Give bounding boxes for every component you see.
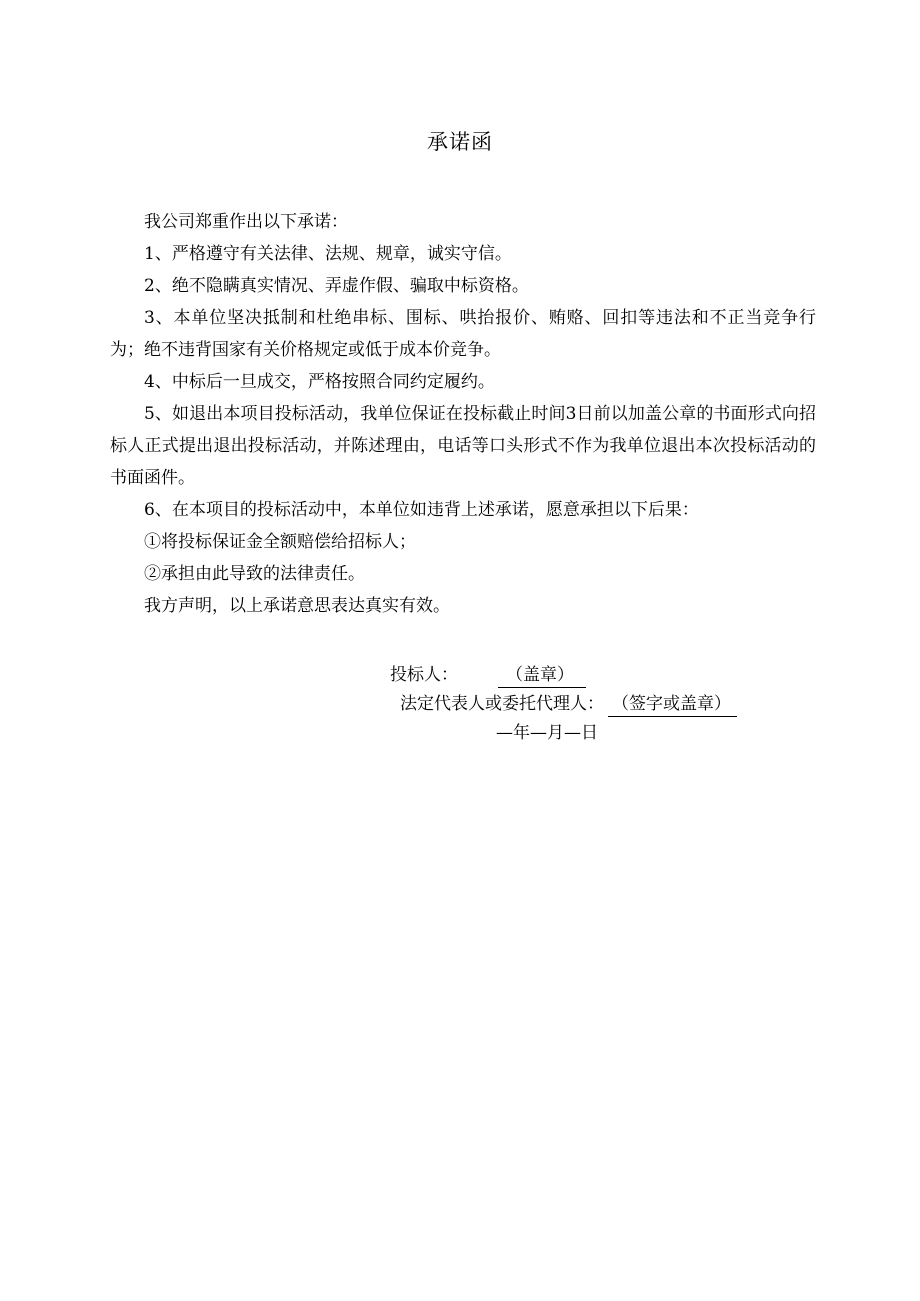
bidder-line [390,660,586,690]
declaration: 我方声明，以上承诺意思表达真实有效。 [144,596,450,616]
paragraph-2: 2、绝不隐瞒真实情况、弄虚作假、骗取中标资格。 [144,276,529,296]
bidder-seal-field: （盖章） [498,663,586,688]
bidder-label: 投标人： [390,665,458,685]
document-title: 承诺函 [427,130,493,154]
consequence-2: ②承担由此导致的法律责任。 [144,564,365,584]
representative-sign-field: （签字或盖章） [608,692,737,717]
paragraph-4: 4、中标后一旦成交，严格按照合同约定履约。 [144,372,495,392]
paragraph-1: 1、严格遵守有关法律、法规、规章，诚实守信。 [144,244,512,264]
representative-line [400,689,737,719]
paragraph-6: 6、在本项目的投标活动中，本单位如违背上述承诺，愿意承担以下后果： [144,500,699,520]
representative-label: 法定代表人或委托代理人： [400,694,604,714]
paragraph-3: 3、本单位坚决抵制和杜绝串标、围标、哄抬报价、贿赂、回扣等违法和不正当竞争行为；绝不违背国家有关价格规定或低于成本价竞争。 [110,308,816,360]
consequence-1: ①将投标保证金全额赔偿给招标人； [144,532,416,552]
paragraph-intro: 我公司郑重作出以下承诺： [144,212,348,232]
date-line: —年—月—日 [496,723,598,743]
document-body [110,206,816,622]
paragraph-5: 5、如退出本项目投标活动，我单位保证在投标截止时间3日前以加盖公章的书面形式向招标人正式提出退出投标活动，并陈述理由，电话等口头形式不作为我单位退出本次投标活动的书面函件。 [110,404,816,488]
